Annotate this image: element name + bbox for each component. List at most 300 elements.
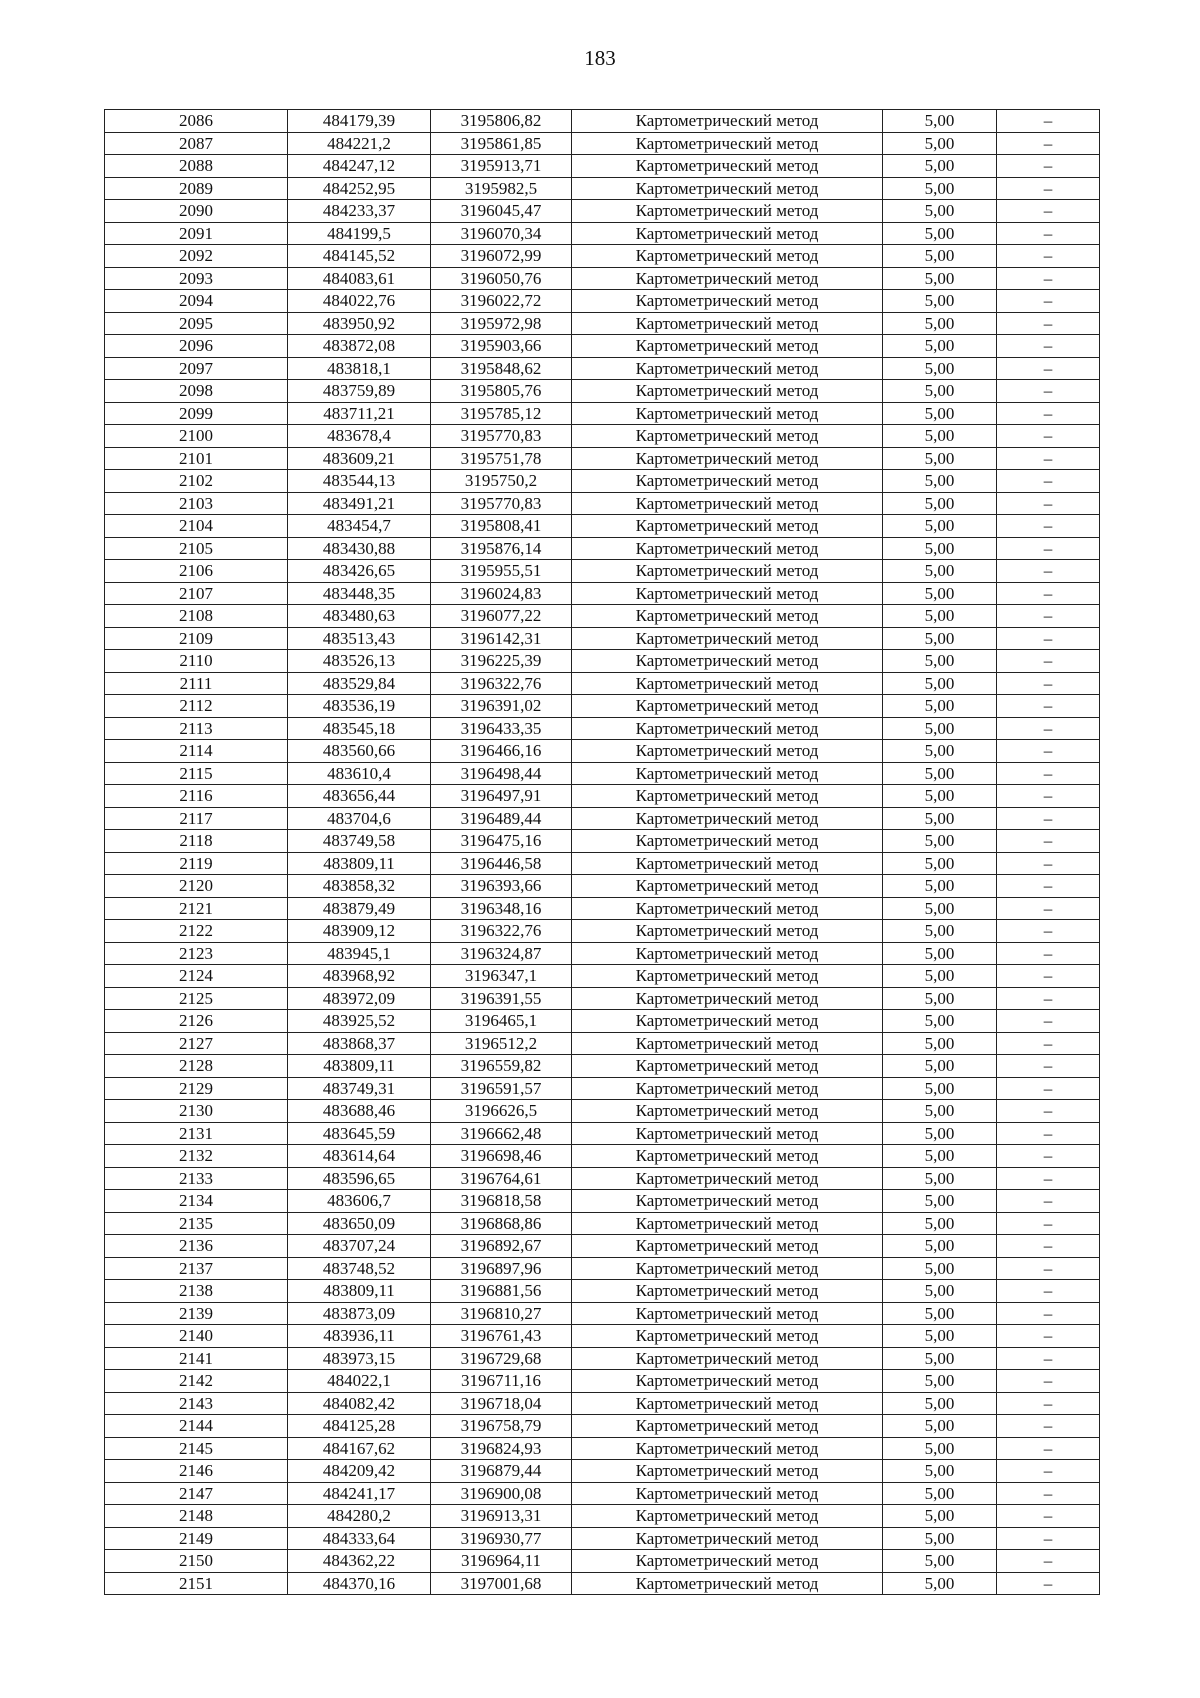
method-cell: Картометрический метод xyxy=(572,1370,883,1393)
note-cell: – xyxy=(997,830,1100,853)
y-coordinate-cell: 3196322,76 xyxy=(431,672,572,695)
y-coordinate-cell: 3196718,04 xyxy=(431,1392,572,1415)
x-coordinate-cell: 484241,17 xyxy=(288,1482,431,1505)
x-coordinate-cell: 483749,58 xyxy=(288,830,431,853)
note-cell: – xyxy=(997,1460,1100,1483)
table-row xyxy=(105,1235,1100,1258)
table-row xyxy=(105,380,1100,403)
table-row xyxy=(105,1437,1100,1460)
x-coordinate-cell: 483650,09 xyxy=(288,1212,431,1235)
note-cell: – xyxy=(997,1280,1100,1303)
table-row xyxy=(105,402,1100,425)
y-coordinate-cell: 3196022,72 xyxy=(431,290,572,313)
table-row xyxy=(105,740,1100,763)
accuracy-cell: 5,00 xyxy=(883,222,997,245)
point-number-cell: 2108 xyxy=(105,605,288,628)
table-row xyxy=(105,605,1100,628)
table-row xyxy=(105,515,1100,538)
x-coordinate-cell: 483973,15 xyxy=(288,1347,431,1370)
point-number-cell: 2102 xyxy=(105,470,288,493)
table-row xyxy=(105,875,1100,898)
note-cell: – xyxy=(997,560,1100,583)
x-coordinate-cell: 484233,37 xyxy=(288,200,431,223)
table-row xyxy=(105,1347,1100,1370)
table-row xyxy=(105,560,1100,583)
note-cell: – xyxy=(997,1550,1100,1573)
table-row xyxy=(105,1527,1100,1550)
method-cell: Картометрический метод xyxy=(572,200,883,223)
table-row xyxy=(105,492,1100,515)
accuracy-cell: 5,00 xyxy=(883,830,997,853)
note-cell: – xyxy=(997,1257,1100,1280)
point-number-cell: 2144 xyxy=(105,1415,288,1438)
x-coordinate-cell: 484022,1 xyxy=(288,1370,431,1393)
y-coordinate-cell: 3196072,99 xyxy=(431,245,572,268)
method-cell: Картометрический метод xyxy=(572,740,883,763)
point-number-cell: 2092 xyxy=(105,245,288,268)
x-coordinate-cell: 483748,52 xyxy=(288,1257,431,1280)
y-coordinate-cell: 3196497,91 xyxy=(431,785,572,808)
x-coordinate-cell: 483707,24 xyxy=(288,1235,431,1258)
accuracy-cell: 5,00 xyxy=(883,110,997,133)
x-coordinate-cell: 483544,13 xyxy=(288,470,431,493)
method-cell: Картометрический метод xyxy=(572,470,883,493)
table-row xyxy=(105,1257,1100,1280)
note-cell: – xyxy=(997,1572,1100,1595)
note-cell: – xyxy=(997,470,1100,493)
table-row xyxy=(105,1122,1100,1145)
note-cell: – xyxy=(997,1437,1100,1460)
x-coordinate-cell: 483448,35 xyxy=(288,582,431,605)
accuracy-cell: 5,00 xyxy=(883,492,997,515)
method-cell: Картометрический метод xyxy=(572,1415,883,1438)
accuracy-cell: 5,00 xyxy=(883,200,997,223)
accuracy-cell: 5,00 xyxy=(883,1527,997,1550)
method-cell: Картометрический метод xyxy=(572,1100,883,1123)
table-row xyxy=(105,447,1100,470)
note-cell: – xyxy=(997,267,1100,290)
y-coordinate-cell: 3196322,76 xyxy=(431,920,572,943)
point-number-cell: 2087 xyxy=(105,132,288,155)
table-row xyxy=(105,1415,1100,1438)
y-coordinate-cell: 3196050,76 xyxy=(431,267,572,290)
table-row xyxy=(105,1370,1100,1393)
y-coordinate-cell: 3196810,27 xyxy=(431,1302,572,1325)
note-cell: – xyxy=(997,1392,1100,1415)
accuracy-cell: 5,00 xyxy=(883,1257,997,1280)
table-row xyxy=(105,1482,1100,1505)
y-coordinate-cell: 3196900,08 xyxy=(431,1482,572,1505)
accuracy-cell: 5,00 xyxy=(883,447,997,470)
note-cell: – xyxy=(997,1190,1100,1213)
accuracy-cell: 5,00 xyxy=(883,290,997,313)
x-coordinate-cell: 484083,61 xyxy=(288,267,431,290)
method-cell: Картометрический метод xyxy=(572,290,883,313)
point-number-cell: 2103 xyxy=(105,492,288,515)
accuracy-cell: 5,00 xyxy=(883,717,997,740)
method-cell: Картометрический метод xyxy=(572,492,883,515)
x-coordinate-cell: 484125,28 xyxy=(288,1415,431,1438)
note-cell: – xyxy=(997,222,1100,245)
point-number-cell: 2149 xyxy=(105,1527,288,1550)
y-coordinate-cell: 3195913,71 xyxy=(431,155,572,178)
method-cell: Картометрический метод xyxy=(572,1325,883,1348)
point-number-cell: 2109 xyxy=(105,627,288,650)
table-row xyxy=(105,200,1100,223)
y-coordinate-cell: 3196070,34 xyxy=(431,222,572,245)
y-coordinate-cell: 3195861,85 xyxy=(431,132,572,155)
method-cell: Картометрический метод xyxy=(572,1190,883,1213)
method-cell: Картометрический метод xyxy=(572,1212,883,1235)
page-number: 183 xyxy=(584,46,616,70)
point-number-cell: 2086 xyxy=(105,110,288,133)
x-coordinate-cell: 484179,39 xyxy=(288,110,431,133)
point-number-cell: 2138 xyxy=(105,1280,288,1303)
point-number-cell: 2133 xyxy=(105,1167,288,1190)
method-cell: Картометрический метод xyxy=(572,717,883,740)
note-cell: – xyxy=(997,357,1100,380)
note-cell: – xyxy=(997,380,1100,403)
y-coordinate-cell: 3196142,31 xyxy=(431,627,572,650)
method-cell: Картометрический метод xyxy=(572,785,883,808)
accuracy-cell: 5,00 xyxy=(883,1347,997,1370)
accuracy-cell: 5,00 xyxy=(883,987,997,1010)
x-coordinate-cell: 483879,49 xyxy=(288,897,431,920)
method-cell: Картометрический метод xyxy=(572,357,883,380)
note-cell: – xyxy=(997,740,1100,763)
x-coordinate-cell: 484082,42 xyxy=(288,1392,431,1415)
y-coordinate-cell: 3196818,58 xyxy=(431,1190,572,1213)
point-number-cell: 2129 xyxy=(105,1077,288,1100)
method-cell: Картометрический метод xyxy=(572,155,883,178)
x-coordinate-cell: 483749,31 xyxy=(288,1077,431,1100)
note-cell: – xyxy=(997,965,1100,988)
accuracy-cell: 5,00 xyxy=(883,470,997,493)
point-number-cell: 2101 xyxy=(105,447,288,470)
x-coordinate-cell: 483545,18 xyxy=(288,717,431,740)
accuracy-cell: 5,00 xyxy=(883,1280,997,1303)
point-number-cell: 2148 xyxy=(105,1505,288,1528)
accuracy-cell: 5,00 xyxy=(883,1077,997,1100)
y-coordinate-cell: 3196512,2 xyxy=(431,1032,572,1055)
note-cell: – xyxy=(997,1010,1100,1033)
point-number-cell: 2100 xyxy=(105,425,288,448)
y-coordinate-cell: 3197001,68 xyxy=(431,1572,572,1595)
accuracy-cell: 5,00 xyxy=(883,357,997,380)
x-coordinate-cell: 483972,09 xyxy=(288,987,431,1010)
x-coordinate-cell: 483968,92 xyxy=(288,965,431,988)
method-cell: Картометрический метод xyxy=(572,1055,883,1078)
accuracy-cell: 5,00 xyxy=(883,560,997,583)
method-cell: Картометрический метод xyxy=(572,897,883,920)
table-row xyxy=(105,717,1100,740)
x-coordinate-cell: 483491,21 xyxy=(288,492,431,515)
method-cell: Картометрический метод xyxy=(572,1257,883,1280)
accuracy-cell: 5,00 xyxy=(883,672,997,695)
method-cell: Картометрический метод xyxy=(572,222,883,245)
note-cell: – xyxy=(997,875,1100,898)
point-number-cell: 2112 xyxy=(105,695,288,718)
point-number-cell: 2090 xyxy=(105,200,288,223)
method-cell: Картометрический метод xyxy=(572,762,883,785)
y-coordinate-cell: 3195751,78 xyxy=(431,447,572,470)
method-cell: Картометрический метод xyxy=(572,987,883,1010)
accuracy-cell: 5,00 xyxy=(883,515,997,538)
note-cell: – xyxy=(997,290,1100,313)
x-coordinate-cell: 483759,89 xyxy=(288,380,431,403)
table-row xyxy=(105,1572,1100,1595)
note-cell: – xyxy=(997,897,1100,920)
y-coordinate-cell: 3196498,44 xyxy=(431,762,572,785)
accuracy-cell: 5,00 xyxy=(883,1415,997,1438)
accuracy-cell: 5,00 xyxy=(883,155,997,178)
note-cell: – xyxy=(997,1122,1100,1145)
note-cell: – xyxy=(997,1235,1100,1258)
y-coordinate-cell: 3196489,44 xyxy=(431,807,572,830)
accuracy-cell: 5,00 xyxy=(883,1572,997,1595)
table-row xyxy=(105,762,1100,785)
table-row xyxy=(105,1077,1100,1100)
point-number-cell: 2104 xyxy=(105,515,288,538)
accuracy-cell: 5,00 xyxy=(883,312,997,335)
accuracy-cell: 5,00 xyxy=(883,1167,997,1190)
accuracy-cell: 5,00 xyxy=(883,425,997,448)
note-cell: – xyxy=(997,1505,1100,1528)
y-coordinate-cell: 3195770,83 xyxy=(431,492,572,515)
y-coordinate-cell: 3196824,93 xyxy=(431,1437,572,1460)
point-number-cell: 2119 xyxy=(105,852,288,875)
y-coordinate-cell: 3196393,66 xyxy=(431,875,572,898)
x-coordinate-cell: 484209,42 xyxy=(288,1460,431,1483)
table-row xyxy=(105,425,1100,448)
table-row xyxy=(105,1055,1100,1078)
accuracy-cell: 5,00 xyxy=(883,1505,997,1528)
accuracy-cell: 5,00 xyxy=(883,762,997,785)
x-coordinate-cell: 483609,21 xyxy=(288,447,431,470)
accuracy-cell: 5,00 xyxy=(883,785,997,808)
x-coordinate-cell: 483909,12 xyxy=(288,920,431,943)
table-row xyxy=(105,222,1100,245)
table-row xyxy=(105,132,1100,155)
table-row xyxy=(105,672,1100,695)
y-coordinate-cell: 3195808,41 xyxy=(431,515,572,538)
method-cell: Картометрический метод xyxy=(572,447,883,470)
y-coordinate-cell: 3196466,16 xyxy=(431,740,572,763)
table-row xyxy=(105,942,1100,965)
x-coordinate-cell: 484145,52 xyxy=(288,245,431,268)
table-row xyxy=(105,987,1100,1010)
x-coordinate-cell: 484022,76 xyxy=(288,290,431,313)
y-coordinate-cell: 3196559,82 xyxy=(431,1055,572,1078)
accuracy-cell: 5,00 xyxy=(883,1325,997,1348)
accuracy-cell: 5,00 xyxy=(883,807,997,830)
point-number-cell: 2091 xyxy=(105,222,288,245)
y-coordinate-cell: 3195903,66 xyxy=(431,335,572,358)
table-row xyxy=(105,335,1100,358)
accuracy-cell: 5,00 xyxy=(883,1392,997,1415)
table-row xyxy=(105,807,1100,830)
y-coordinate-cell: 3196347,1 xyxy=(431,965,572,988)
point-number-cell: 2128 xyxy=(105,1055,288,1078)
x-coordinate-cell: 484333,64 xyxy=(288,1527,431,1550)
point-number-cell: 2120 xyxy=(105,875,288,898)
x-coordinate-cell: 483526,13 xyxy=(288,650,431,673)
note-cell: – xyxy=(997,1032,1100,1055)
accuracy-cell: 5,00 xyxy=(883,1145,997,1168)
note-cell: – xyxy=(997,402,1100,425)
table-row xyxy=(105,245,1100,268)
table-row xyxy=(105,1550,1100,1573)
point-number-cell: 2142 xyxy=(105,1370,288,1393)
note-cell: – xyxy=(997,1415,1100,1438)
note-cell: – xyxy=(997,807,1100,830)
accuracy-cell: 5,00 xyxy=(883,740,997,763)
x-coordinate-cell: 483818,1 xyxy=(288,357,431,380)
note-cell: – xyxy=(997,627,1100,650)
note-cell: – xyxy=(997,672,1100,695)
x-coordinate-cell: 483950,92 xyxy=(288,312,431,335)
point-number-cell: 2093 xyxy=(105,267,288,290)
note-cell: – xyxy=(997,177,1100,200)
point-number-cell: 2135 xyxy=(105,1212,288,1235)
method-cell: Картометрический метод xyxy=(572,1392,883,1415)
x-coordinate-cell: 483614,64 xyxy=(288,1145,431,1168)
table-row xyxy=(105,155,1100,178)
y-coordinate-cell: 3195972,98 xyxy=(431,312,572,335)
note-cell: – xyxy=(997,920,1100,943)
point-number-cell: 2123 xyxy=(105,942,288,965)
table-row xyxy=(105,290,1100,313)
x-coordinate-cell: 483454,7 xyxy=(288,515,431,538)
x-coordinate-cell: 483529,84 xyxy=(288,672,431,695)
table-row xyxy=(105,177,1100,200)
y-coordinate-cell: 3196892,67 xyxy=(431,1235,572,1258)
accuracy-cell: 5,00 xyxy=(883,695,997,718)
method-cell: Картометрический метод xyxy=(572,335,883,358)
y-coordinate-cell: 3196045,47 xyxy=(431,200,572,223)
table-row xyxy=(105,650,1100,673)
note-cell: – xyxy=(997,582,1100,605)
table-row xyxy=(105,1167,1100,1190)
y-coordinate-cell: 3196662,48 xyxy=(431,1122,572,1145)
table-row xyxy=(105,267,1100,290)
note-cell: – xyxy=(997,515,1100,538)
method-cell: Картометрический метод xyxy=(572,1347,883,1370)
note-cell: – xyxy=(997,942,1100,965)
method-cell: Картометрический метод xyxy=(572,1235,883,1258)
note-cell: – xyxy=(997,1527,1100,1550)
y-coordinate-cell: 3196881,56 xyxy=(431,1280,572,1303)
table-row xyxy=(105,785,1100,808)
point-number-cell: 2088 xyxy=(105,155,288,178)
x-coordinate-cell: 484252,95 xyxy=(288,177,431,200)
x-coordinate-cell: 483656,44 xyxy=(288,785,431,808)
table-row xyxy=(105,1010,1100,1033)
point-number-cell: 2118 xyxy=(105,830,288,853)
point-number-cell: 2147 xyxy=(105,1482,288,1505)
method-cell: Картометрический метод xyxy=(572,1550,883,1573)
x-coordinate-cell: 483536,19 xyxy=(288,695,431,718)
y-coordinate-cell: 3196964,11 xyxy=(431,1550,572,1573)
y-coordinate-cell: 3195785,12 xyxy=(431,402,572,425)
point-number-cell: 2094 xyxy=(105,290,288,313)
y-coordinate-cell: 3196758,79 xyxy=(431,1415,572,1438)
x-coordinate-cell: 483858,32 xyxy=(288,875,431,898)
x-coordinate-cell: 483596,65 xyxy=(288,1167,431,1190)
accuracy-cell: 5,00 xyxy=(883,875,997,898)
accuracy-cell: 5,00 xyxy=(883,1212,997,1235)
table-row xyxy=(105,920,1100,943)
note-cell: – xyxy=(997,1055,1100,1078)
note-cell: – xyxy=(997,987,1100,1010)
y-coordinate-cell: 3196698,46 xyxy=(431,1145,572,1168)
x-coordinate-cell: 484247,12 xyxy=(288,155,431,178)
x-coordinate-cell: 484221,2 xyxy=(288,132,431,155)
table-row xyxy=(105,470,1100,493)
table-row xyxy=(105,1280,1100,1303)
note-cell: – xyxy=(997,852,1100,875)
method-cell: Картометрический метод xyxy=(572,695,883,718)
y-coordinate-cell: 3196324,87 xyxy=(431,942,572,965)
table-row xyxy=(105,1100,1100,1123)
table-row xyxy=(105,1212,1100,1235)
note-cell: – xyxy=(997,650,1100,673)
x-coordinate-cell: 483560,66 xyxy=(288,740,431,763)
point-number-cell: 2140 xyxy=(105,1325,288,1348)
point-number-cell: 2089 xyxy=(105,177,288,200)
y-coordinate-cell: 3195955,51 xyxy=(431,560,572,583)
x-coordinate-cell: 483606,7 xyxy=(288,1190,431,1213)
accuracy-cell: 5,00 xyxy=(883,650,997,673)
x-coordinate-cell: 483480,63 xyxy=(288,605,431,628)
method-cell: Картометрический метод xyxy=(572,312,883,335)
note-cell: – xyxy=(997,1370,1100,1393)
point-number-cell: 2136 xyxy=(105,1235,288,1258)
table-row xyxy=(105,357,1100,380)
x-coordinate-cell: 484280,2 xyxy=(288,1505,431,1528)
point-number-cell: 2131 xyxy=(105,1122,288,1145)
point-number-cell: 2151 xyxy=(105,1572,288,1595)
x-coordinate-cell: 484362,22 xyxy=(288,1550,431,1573)
note-cell: – xyxy=(997,1482,1100,1505)
y-coordinate-cell: 3196913,31 xyxy=(431,1505,572,1528)
y-coordinate-cell: 3196764,61 xyxy=(431,1167,572,1190)
method-cell: Картометрический метод xyxy=(572,1527,883,1550)
method-cell: Картометрический метод xyxy=(572,1122,883,1145)
y-coordinate-cell: 3195848,62 xyxy=(431,357,572,380)
point-number-cell: 2143 xyxy=(105,1392,288,1415)
method-cell: Картометрический метод xyxy=(572,807,883,830)
table-row xyxy=(105,312,1100,335)
point-number-cell: 2139 xyxy=(105,1302,288,1325)
x-coordinate-cell: 483872,08 xyxy=(288,335,431,358)
y-coordinate-cell: 3195770,83 xyxy=(431,425,572,448)
method-cell: Картометрический метод xyxy=(572,560,883,583)
accuracy-cell: 5,00 xyxy=(883,1235,997,1258)
table-row xyxy=(105,1032,1100,1055)
accuracy-cell: 5,00 xyxy=(883,132,997,155)
point-number-cell: 2096 xyxy=(105,335,288,358)
y-coordinate-cell: 3196475,16 xyxy=(431,830,572,853)
point-number-cell: 2107 xyxy=(105,582,288,605)
accuracy-cell: 5,00 xyxy=(883,1302,997,1325)
method-cell: Картометрический метод xyxy=(572,1167,883,1190)
table-body xyxy=(105,110,1100,1595)
y-coordinate-cell: 3196225,39 xyxy=(431,650,572,673)
table-row xyxy=(105,1145,1100,1168)
accuracy-cell: 5,00 xyxy=(883,1055,997,1078)
coordinates-table xyxy=(104,109,1100,1595)
